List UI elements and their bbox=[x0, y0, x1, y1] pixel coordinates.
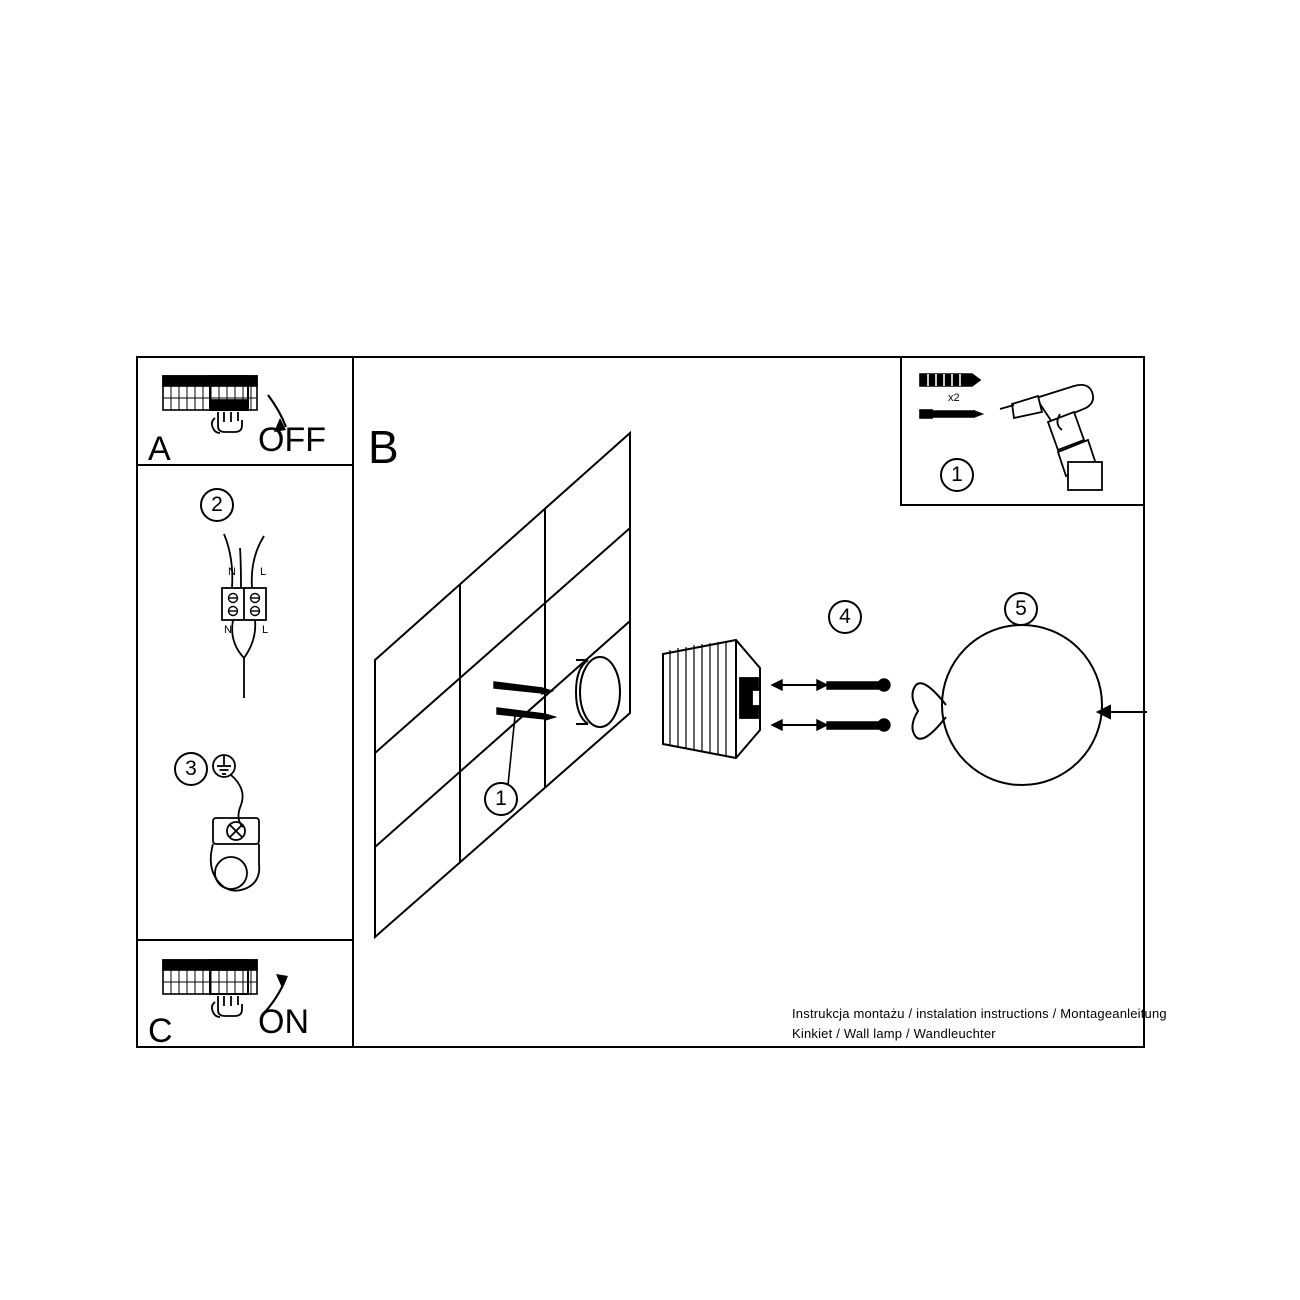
footer-line-1: Instrukcja montażu / instalation instructions / Montageanleitung bbox=[792, 1006, 1167, 1021]
step-number-3: 3 bbox=[174, 752, 208, 786]
panel-c-letter: C bbox=[148, 1012, 174, 1050]
sheet-border bbox=[137, 357, 1144, 1047]
glass-globe bbox=[912, 625, 1102, 785]
panel-a-action-label: OFF bbox=[258, 421, 326, 459]
step-number-2: 2 bbox=[200, 488, 234, 522]
shade-screws bbox=[772, 679, 890, 731]
terminal-label-n-top: N bbox=[228, 566, 236, 578]
lamp-shade bbox=[663, 640, 760, 758]
globe-arrow bbox=[1098, 706, 1147, 718]
tools-number-1: 1 bbox=[940, 458, 974, 492]
terminal-label-l-top: L bbox=[260, 566, 267, 578]
panel-a-letter: A bbox=[148, 430, 172, 468]
terminal-label-l-bottom: L bbox=[262, 624, 269, 636]
footer-line-2: Kinkiet / Wall lamp / Wandleuchter bbox=[792, 1026, 996, 1041]
tools-quantity-label: x2 bbox=[948, 392, 960, 404]
terminal-label-n-bottom: N bbox=[224, 624, 232, 636]
step-number-4: 4 bbox=[828, 600, 862, 634]
step3-bracket-illustration bbox=[211, 755, 260, 891]
panel-c-action-label: ON bbox=[258, 1003, 309, 1041]
step-number-5: 5 bbox=[1004, 592, 1038, 626]
step-number-1-wall: 1 bbox=[484, 782, 518, 816]
panel-b-letter: B bbox=[368, 421, 400, 473]
step2-terminal-illustration bbox=[222, 534, 269, 698]
wall-plate bbox=[576, 657, 620, 727]
